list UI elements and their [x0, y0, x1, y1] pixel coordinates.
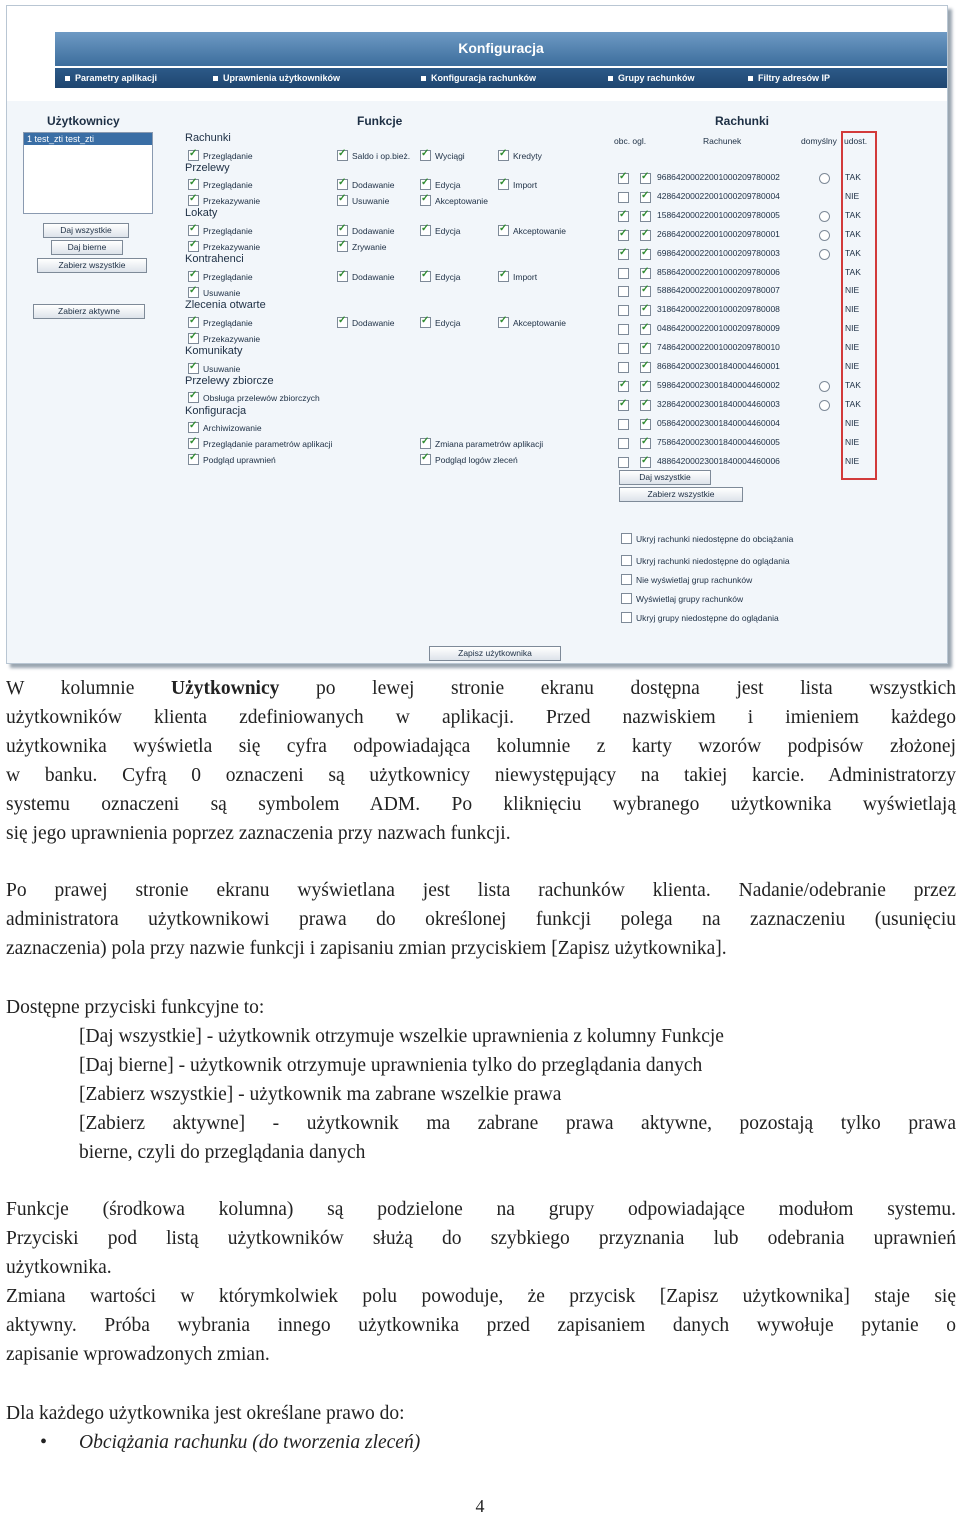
highlight-frame	[841, 131, 877, 480]
account-view-checkbox[interactable]	[640, 173, 651, 184]
list-line: [Zabierz wszystkie] - użytkownik ma zabrane wszelkie prawa	[79, 1084, 562, 1105]
users-column-header: Użytkownicy	[47, 114, 120, 128]
option-label: Ukryj grupy niedostępne do oglądania	[636, 612, 779, 623]
account-charge-checkbox[interactable]	[618, 268, 629, 279]
fn-kontrahenci-usuwanie[interactable]	[188, 287, 240, 298]
checkbox[interactable]	[420, 195, 431, 206]
account-shared-flag: TAK	[845, 379, 861, 390]
default-account-radio[interactable]	[819, 230, 830, 241]
account-shared-flag: NIE	[845, 455, 860, 466]
account-number: 31864200022001000209780008	[657, 304, 780, 315]
checkbox[interactable]	[621, 555, 632, 566]
fn-zlecenia-dodawanie[interactable]	[337, 317, 395, 328]
account-charge-checkbox[interactable]	[618, 230, 629, 241]
checkbox[interactable]	[337, 195, 348, 206]
account-number: 74864200022001000209780010	[657, 342, 780, 353]
fn-kontrahenci-edycja[interactable]	[420, 271, 461, 282]
account-shared-flag: NIE	[845, 323, 860, 334]
account-number: 48864200023001840004460006	[657, 455, 780, 466]
account-view-checkbox[interactable]	[640, 268, 651, 279]
checkbox[interactable]	[420, 317, 431, 328]
fn-label: Przeglądanie	[203, 150, 253, 161]
text-run: W kolumnie	[6, 678, 172, 699]
fn-przelewy-usuwanie[interactable]	[337, 195, 389, 206]
account-view-checkbox[interactable]	[640, 419, 651, 430]
list-line: Obciążania rachunku (do tworzenia zleceń)	[79, 1432, 421, 1453]
fn-label: Usuwanie	[352, 195, 390, 206]
checkbox[interactable]	[188, 317, 199, 328]
opt-show-groups[interactable]	[621, 593, 743, 604]
paragraph-rights	[6, 1399, 956, 1428]
group-konfiguracja: Konfiguracja	[185, 405, 247, 417]
account-shared-flag: TAK	[845, 398, 861, 409]
checkbox[interactable]	[420, 150, 431, 161]
fn-lokaty-przegladanie[interactable]	[188, 225, 253, 236]
fn-label: Podgląd logów zleceń	[435, 454, 518, 465]
fn-label: Przekazywanie	[203, 195, 261, 206]
fn-konfiguracja-podglad-uprawnien[interactable]	[188, 454, 276, 465]
fn-zlecenia-przekazywanie[interactable]	[188, 333, 260, 344]
account-number: 15864200022001000209780005	[657, 209, 780, 220]
bullet-icon: •	[40, 1431, 48, 1453]
checkbox[interactable]	[337, 271, 348, 282]
text-line: systemu oznaczeni są symbolem ADM. Po kliknięciu wybranego użytkownika wyświetlają	[6, 794, 956, 815]
fn-zlecenia-edycja[interactable]	[420, 317, 461, 328]
fn-kontrahenci-przegladanie[interactable]	[188, 271, 253, 282]
checkbox[interactable]	[498, 150, 509, 161]
bullet-icon	[748, 76, 753, 81]
opt-hide-not-chargeable[interactable]	[621, 533, 793, 544]
checkbox[interactable]	[420, 438, 431, 449]
user-item[interactable]: 1 test_zti test_zti	[24, 133, 152, 145]
page-title: Konfiguracja	[458, 40, 544, 56]
default-account-radio[interactable]	[819, 211, 830, 222]
checkbox[interactable]	[188, 179, 199, 190]
account-view-checkbox[interactable]	[640, 457, 651, 468]
fn-label: Import	[513, 179, 538, 190]
paragraph-accounts	[6, 876, 956, 963]
checkbox[interactable]	[420, 225, 431, 236]
list-line: [Daj bierne] - użytkownik otrzymuje uprawnienia tylko do przeglądania danych	[79, 1055, 703, 1076]
checkbox[interactable]	[188, 363, 199, 374]
account-view-checkbox[interactable]	[640, 249, 651, 260]
account-shared-flag: NIE	[845, 417, 860, 428]
nav-konfiguracja-rachunkow[interactable]	[421, 73, 536, 83]
fn-rachunki-wyciagi[interactable]	[420, 150, 465, 161]
fn-rachunki-saldo[interactable]	[337, 150, 410, 161]
account-view-checkbox[interactable]	[640, 211, 651, 222]
account-view-checkbox[interactable]	[640, 324, 651, 335]
app-header	[7, 6, 947, 101]
account-number: 86864200023001840004460001	[657, 361, 780, 371]
checkbox[interactable]	[420, 454, 431, 465]
fn-rachunki-kredyty[interactable]	[498, 150, 542, 161]
account-number: 69864200022001000209780003	[657, 247, 780, 258]
account-charge-checkbox[interactable]	[618, 249, 629, 260]
checkbox[interactable]	[188, 195, 199, 206]
title-bar	[55, 32, 947, 66]
account-charge-checkbox[interactable]	[618, 305, 629, 316]
list-line: [Daj wszystkie] - użytkownik otrzymuje wszelkie uprawnienia z kolumny Funkcje	[79, 1026, 724, 1047]
group-lokaty: Lokaty	[185, 207, 218, 219]
give-passive-button[interactable]: Daj bierne	[51, 240, 123, 255]
paragraph-buttons	[6, 993, 956, 1022]
text-line: Dostępne przyciski funkcyjne to:	[6, 997, 265, 1018]
checkbox[interactable]	[337, 150, 348, 161]
fn-przelewy-dodawanie[interactable]	[337, 179, 395, 190]
account-charge-checkbox[interactable]	[618, 324, 629, 335]
fn-label: Przeglądanie	[203, 317, 253, 328]
fn-przelewy-akceptowanie[interactable]	[420, 195, 488, 206]
page-number: 4	[475, 1496, 485, 1516]
checkbox[interactable]	[188, 422, 199, 433]
fn-label: Dodawanie	[352, 225, 395, 236]
rights-list	[79, 1428, 956, 1457]
fn-label: Edycja	[435, 225, 461, 236]
top-nav	[55, 68, 947, 88]
nav-label: Grupy rachunków	[618, 73, 695, 83]
option-label: Nie wyświetlaj grup rachunków	[636, 574, 753, 585]
fn-label: Saldo i op.bież.	[352, 150, 411, 161]
default-account-radio[interactable]	[819, 381, 830, 392]
nav-label: Konfiguracja rachunków	[431, 73, 537, 83]
fn-zlecenia-przegladanie[interactable]	[188, 317, 253, 328]
account-number: 32864200023001840004460003	[657, 398, 780, 409]
fn-label: Dodawanie	[352, 271, 395, 282]
fn-lokaty-edycja[interactable]	[420, 225, 461, 236]
fn-label: Dodawanie	[352, 317, 395, 328]
text-line: Dla każdego użytkownika jest określane prawo do:	[6, 1403, 405, 1424]
fn-label: Archiwizowanie	[203, 422, 262, 433]
account-shared-flag: NIE	[845, 342, 860, 353]
fn-label: Przekazywanie	[203, 241, 261, 252]
opt-hide-not-viewable[interactable]	[621, 555, 790, 566]
accounts-header-udost: udost.	[844, 136, 868, 146]
account-number: 04864200022001000209780009	[657, 323, 780, 334]
fn-label: Edycja	[435, 317, 461, 328]
account-charge-checkbox[interactable]	[618, 438, 629, 449]
fn-przelewy-import[interactable]	[498, 179, 537, 190]
fn-label: Edycja	[435, 271, 461, 282]
account-charge-checkbox[interactable]	[618, 192, 629, 203]
account-charge-checkbox[interactable]	[618, 419, 629, 430]
option-label: Ukryj rachunki niedostępne do obciążania	[636, 533, 794, 544]
fn-lokaty-akceptowanie[interactable]	[498, 225, 566, 236]
checkbox[interactable]	[188, 392, 199, 403]
account-view-checkbox[interactable]	[640, 381, 651, 392]
account-number: 26864200022001000209780001	[657, 228, 780, 239]
checkbox[interactable]	[188, 438, 199, 449]
text-line: Zmiana wartości w którymkolwiek polu powoduje, że przycisk [Zapisz użytkownika] staje się	[6, 1286, 956, 1307]
text-line: użytkownika wyświetla się cyfra odpowiadająca kolumnie z karty wzorów podpisów złożonej	[6, 736, 956, 757]
checkbox[interactable]	[498, 225, 509, 236]
account-shared-flag: TAK	[845, 247, 861, 258]
buttons-list	[79, 1022, 956, 1167]
fn-komunikaty-usuwanie[interactable]	[188, 363, 240, 374]
fn-label: Przeglądanie	[203, 271, 253, 282]
account-charge-checkbox[interactable]	[618, 173, 629, 184]
default-account-radio[interactable]	[819, 173, 830, 184]
text-line: administratora użytkownikowi prawa do określonej funkcji polega na zaznaczeniu (usunięciu	[6, 909, 956, 930]
fn-label: Akceptowanie	[513, 317, 566, 328]
text-line: użytkownika.	[6, 1257, 112, 1278]
default-account-radio[interactable]	[819, 249, 830, 260]
fn-lokaty-przekazywanie[interactable]	[188, 241, 260, 252]
functions-column-header: Funkcje	[357, 114, 403, 128]
account-number: 85864200022001000209780006	[657, 266, 780, 277]
account-charge-checkbox[interactable]	[618, 343, 629, 354]
paragraph-users	[6, 674, 956, 848]
fn-label: Usuwanie	[203, 287, 241, 298]
account-view-checkbox[interactable]	[640, 286, 651, 297]
account-shared-flag: NIE	[845, 285, 860, 296]
fn-label: Edycja	[435, 179, 461, 190]
checkbox[interactable]	[621, 593, 632, 604]
account-view-checkbox[interactable]	[640, 438, 651, 449]
accounts-column-header: Rachunki	[715, 114, 770, 128]
account-view-checkbox[interactable]	[640, 192, 651, 203]
checkbox[interactable]	[188, 454, 199, 465]
checkbox[interactable]	[420, 271, 431, 282]
fn-label: Kredyty	[513, 150, 542, 161]
fn-label: Przekazywanie	[203, 333, 261, 344]
fn-label: Zmiana parametrów aplikacji	[435, 438, 544, 449]
text-line: zaznaczenia) pola przy nazwie funkcji i zapisaniu zmian przyciskiem [Zapisz użytkownika].	[6, 938, 727, 959]
text-line: zapisanie wprowadzonych zmian.	[6, 1344, 270, 1365]
fn-label: Dodawanie	[352, 179, 395, 190]
nav-parametry-aplikacji[interactable]	[65, 73, 157, 83]
checkbox[interactable]	[188, 225, 199, 236]
group-przelewy-zbiorcze: Przelewy zbiorcze	[185, 375, 274, 387]
account-number: 75864200023001840004460005	[657, 436, 780, 447]
option-label: Wyświetlaj grupy rachunków	[636, 593, 744, 604]
accounts-header-rachunek: Rachunek	[703, 136, 742, 146]
checkbox[interactable]	[621, 533, 632, 544]
checkbox[interactable]	[337, 179, 348, 190]
accounts-header-domyslny: domyślny	[801, 136, 837, 146]
bullet-icon	[65, 76, 70, 81]
nav-label: Parametry aplikacji	[75, 73, 158, 83]
checkbox[interactable]	[337, 241, 348, 252]
app-screenshot	[6, 5, 948, 664]
fn-label: Zrywanie	[352, 241, 387, 252]
fn-przelewy-przekazywanie[interactable]	[188, 195, 260, 206]
account-view-checkbox[interactable]	[640, 343, 651, 354]
fn-zlecenia-akceptowanie[interactable]	[498, 317, 566, 328]
account-shared-flag: TAK	[845, 266, 861, 277]
fn-konfiguracja-przegladanie-parametrow[interactable]	[188, 438, 332, 449]
group-zlecenia-otwarte: Zlecenia otwarte	[185, 299, 266, 311]
fn-label: Usuwanie	[203, 363, 241, 374]
group-komunikaty: Komunikaty	[185, 345, 243, 357]
fn-kontrahenci-dodawanie[interactable]	[337, 271, 395, 282]
text-line: Po prawej stronie ekranu wyświetlana jest lista rachunków klienta. Nadanie/odebranie przez	[6, 880, 956, 901]
fn-konfiguracja-archiwizowanie[interactable]	[188, 422, 262, 433]
fn-kontrahenci-import[interactable]	[498, 271, 537, 282]
account-number: 59864200023001840004460002	[657, 379, 780, 390]
text-line: aktywny. Próba wybrania innego użytkownika przed zapisaniem danych wywołuje pytanie o	[6, 1315, 956, 1336]
account-charge-checkbox[interactable]	[618, 457, 629, 468]
save-user-button[interactable]: Zapisz użytkownika	[429, 646, 561, 661]
account-view-checkbox[interactable]	[640, 230, 651, 241]
group-rachunki: Rachunki	[185, 132, 231, 144]
nav-grupy-rachunkow[interactable]	[608, 73, 695, 83]
account-shared-flag: TAK	[845, 228, 861, 239]
account-shared-flag: TAK	[845, 209, 861, 220]
fn-label: Akceptowanie	[513, 225, 566, 236]
fn-label: Import	[513, 271, 538, 282]
checkbox[interactable]	[498, 271, 509, 282]
fn-label: Podgląd uprawnień	[203, 454, 276, 465]
checkbox[interactable]	[188, 333, 199, 344]
account-shared-flag: NIE	[845, 304, 860, 315]
checkbox[interactable]	[188, 241, 199, 252]
account-charge-checkbox[interactable]	[618, 362, 629, 373]
account-shared-flag: NIE	[845, 436, 860, 447]
bullet-icon	[213, 76, 218, 81]
fn-lokaty-zrywanie[interactable]	[337, 241, 386, 252]
group-przelewy: Przelewy	[185, 162, 230, 174]
account-charge-checkbox[interactable]	[618, 400, 629, 411]
text-run: po lewej stronie ekranu dostępna jest lista wszystkich	[279, 678, 956, 699]
checkbox[interactable]	[498, 179, 509, 190]
account-charge-checkbox[interactable]	[618, 286, 629, 297]
checkbox[interactable]	[337, 317, 348, 328]
opt-no-groups[interactable]	[621, 574, 752, 585]
fn-konfiguracja-zmiana-parametrow[interactable]	[420, 438, 543, 449]
checkbox[interactable]	[337, 225, 348, 236]
account-number: 42864200022001000209780004	[657, 190, 780, 201]
checkbox[interactable]	[420, 179, 431, 190]
fn-label: Przeglądanie	[203, 225, 253, 236]
accounts-header-obc-ogl: obc. ogl.	[614, 136, 647, 146]
account-view-checkbox[interactable]	[640, 400, 651, 411]
nav-filtry-adresow-ip[interactable]	[748, 73, 830, 83]
bullet-icon	[608, 76, 613, 81]
fn-label: Przeglądanie	[203, 179, 253, 190]
default-account-radio[interactable]	[819, 400, 830, 411]
account-number: 58864200022001000209780007	[657, 285, 780, 296]
fn-rachunki-przegladanie[interactable]	[188, 150, 253, 161]
accounts-take-all-button[interactable]: Zabierz wszystkie	[619, 487, 743, 502]
group-kontrahenci: Kontrahenci	[185, 253, 244, 265]
accounts-give-all-button[interactable]: Daj wszystkie	[619, 470, 711, 485]
fn-lokaty-dodawanie[interactable]	[337, 225, 395, 236]
option-label: Ukryj rachunki niedostępne do oglądania	[636, 555, 790, 566]
checkbox[interactable]	[188, 271, 199, 282]
take-active-button[interactable]: Zabierz aktywne	[33, 304, 145, 319]
checkbox[interactable]	[498, 317, 509, 328]
fn-zbiorcze-obsluga[interactable]	[188, 392, 320, 403]
list-line: bierne, czyli do przeglądania danych	[79, 1142, 366, 1163]
checkbox[interactable]	[621, 574, 632, 585]
account-view-checkbox[interactable]	[640, 305, 651, 316]
account-shared-flag: NIE	[845, 190, 860, 201]
checkbox[interactable]	[188, 150, 199, 161]
list-line: [Zabierz aktywne] - użytkownik ma zabrane prawa aktywne, pozostają tylko prawa	[79, 1113, 956, 1134]
account-view-checkbox[interactable]	[640, 362, 651, 373]
account-charge-checkbox[interactable]	[618, 211, 629, 222]
give-all-button[interactable]: Daj wszystkie	[43, 223, 129, 238]
account-charge-checkbox[interactable]	[618, 381, 629, 392]
text-line	[6, 674, 956, 703]
text-line: się jego uprawnienia poprzez zaznaczenia przy nazwach funkcji.	[6, 823, 511, 844]
bullet-icon	[421, 76, 426, 81]
fn-label: Wyciągi	[435, 150, 465, 161]
fn-label: Przeglądanie parametrów aplikacji	[203, 438, 333, 449]
paragraph-functions	[6, 1195, 956, 1369]
fn-konfiguracja-podglad-logow[interactable]	[420, 454, 518, 465]
opt-hide-groups-not-viewable[interactable]	[621, 612, 779, 623]
account-number: 96864200022001000209780002	[657, 172, 780, 182]
nav-uprawnienia-uzytkownikow[interactable]	[213, 73, 340, 83]
text-line: w banku. Cyfrą 0 oznaczeni są użytkownicy niewystępujący na takiej karcie. Administratorzy	[6, 765, 956, 786]
nav-label: Uprawnienia użytkowników	[223, 73, 341, 83]
bold-term: Użytkownicy	[171, 678, 280, 699]
fn-przelewy-edycja[interactable]	[420, 179, 461, 190]
text-line: użytkowników klienta zdefiniowanych w aplikacji. Przed nazwiskiem i imieniem każdego	[6, 707, 956, 728]
checkbox[interactable]	[188, 287, 199, 298]
account-shared-flag: NIE	[845, 361, 860, 371]
account-shared-flag: TAK	[845, 172, 861, 182]
fn-przelewy-przegladanie[interactable]	[188, 179, 253, 190]
checkbox[interactable]	[621, 612, 632, 623]
take-all-button[interactable]: Zabierz wszystkie	[37, 258, 147, 273]
text-line: Funkcje (środkowa kolumna) są podzielone na grupy odpowiadające modułom systemu.	[6, 1199, 956, 1220]
fn-label: Obsługa przelewów zbiorczych	[203, 392, 320, 403]
fn-label: Akceptowanie	[435, 195, 488, 206]
account-number: 05864200023001840004460004	[657, 417, 780, 428]
users-list[interactable]	[23, 132, 153, 214]
nav-label: Filtry adresów IP	[758, 73, 831, 83]
text-line: Przyciski pod listą użytkowników służą do szybkiego przyznania lub odebrania uprawnień	[6, 1228, 956, 1249]
